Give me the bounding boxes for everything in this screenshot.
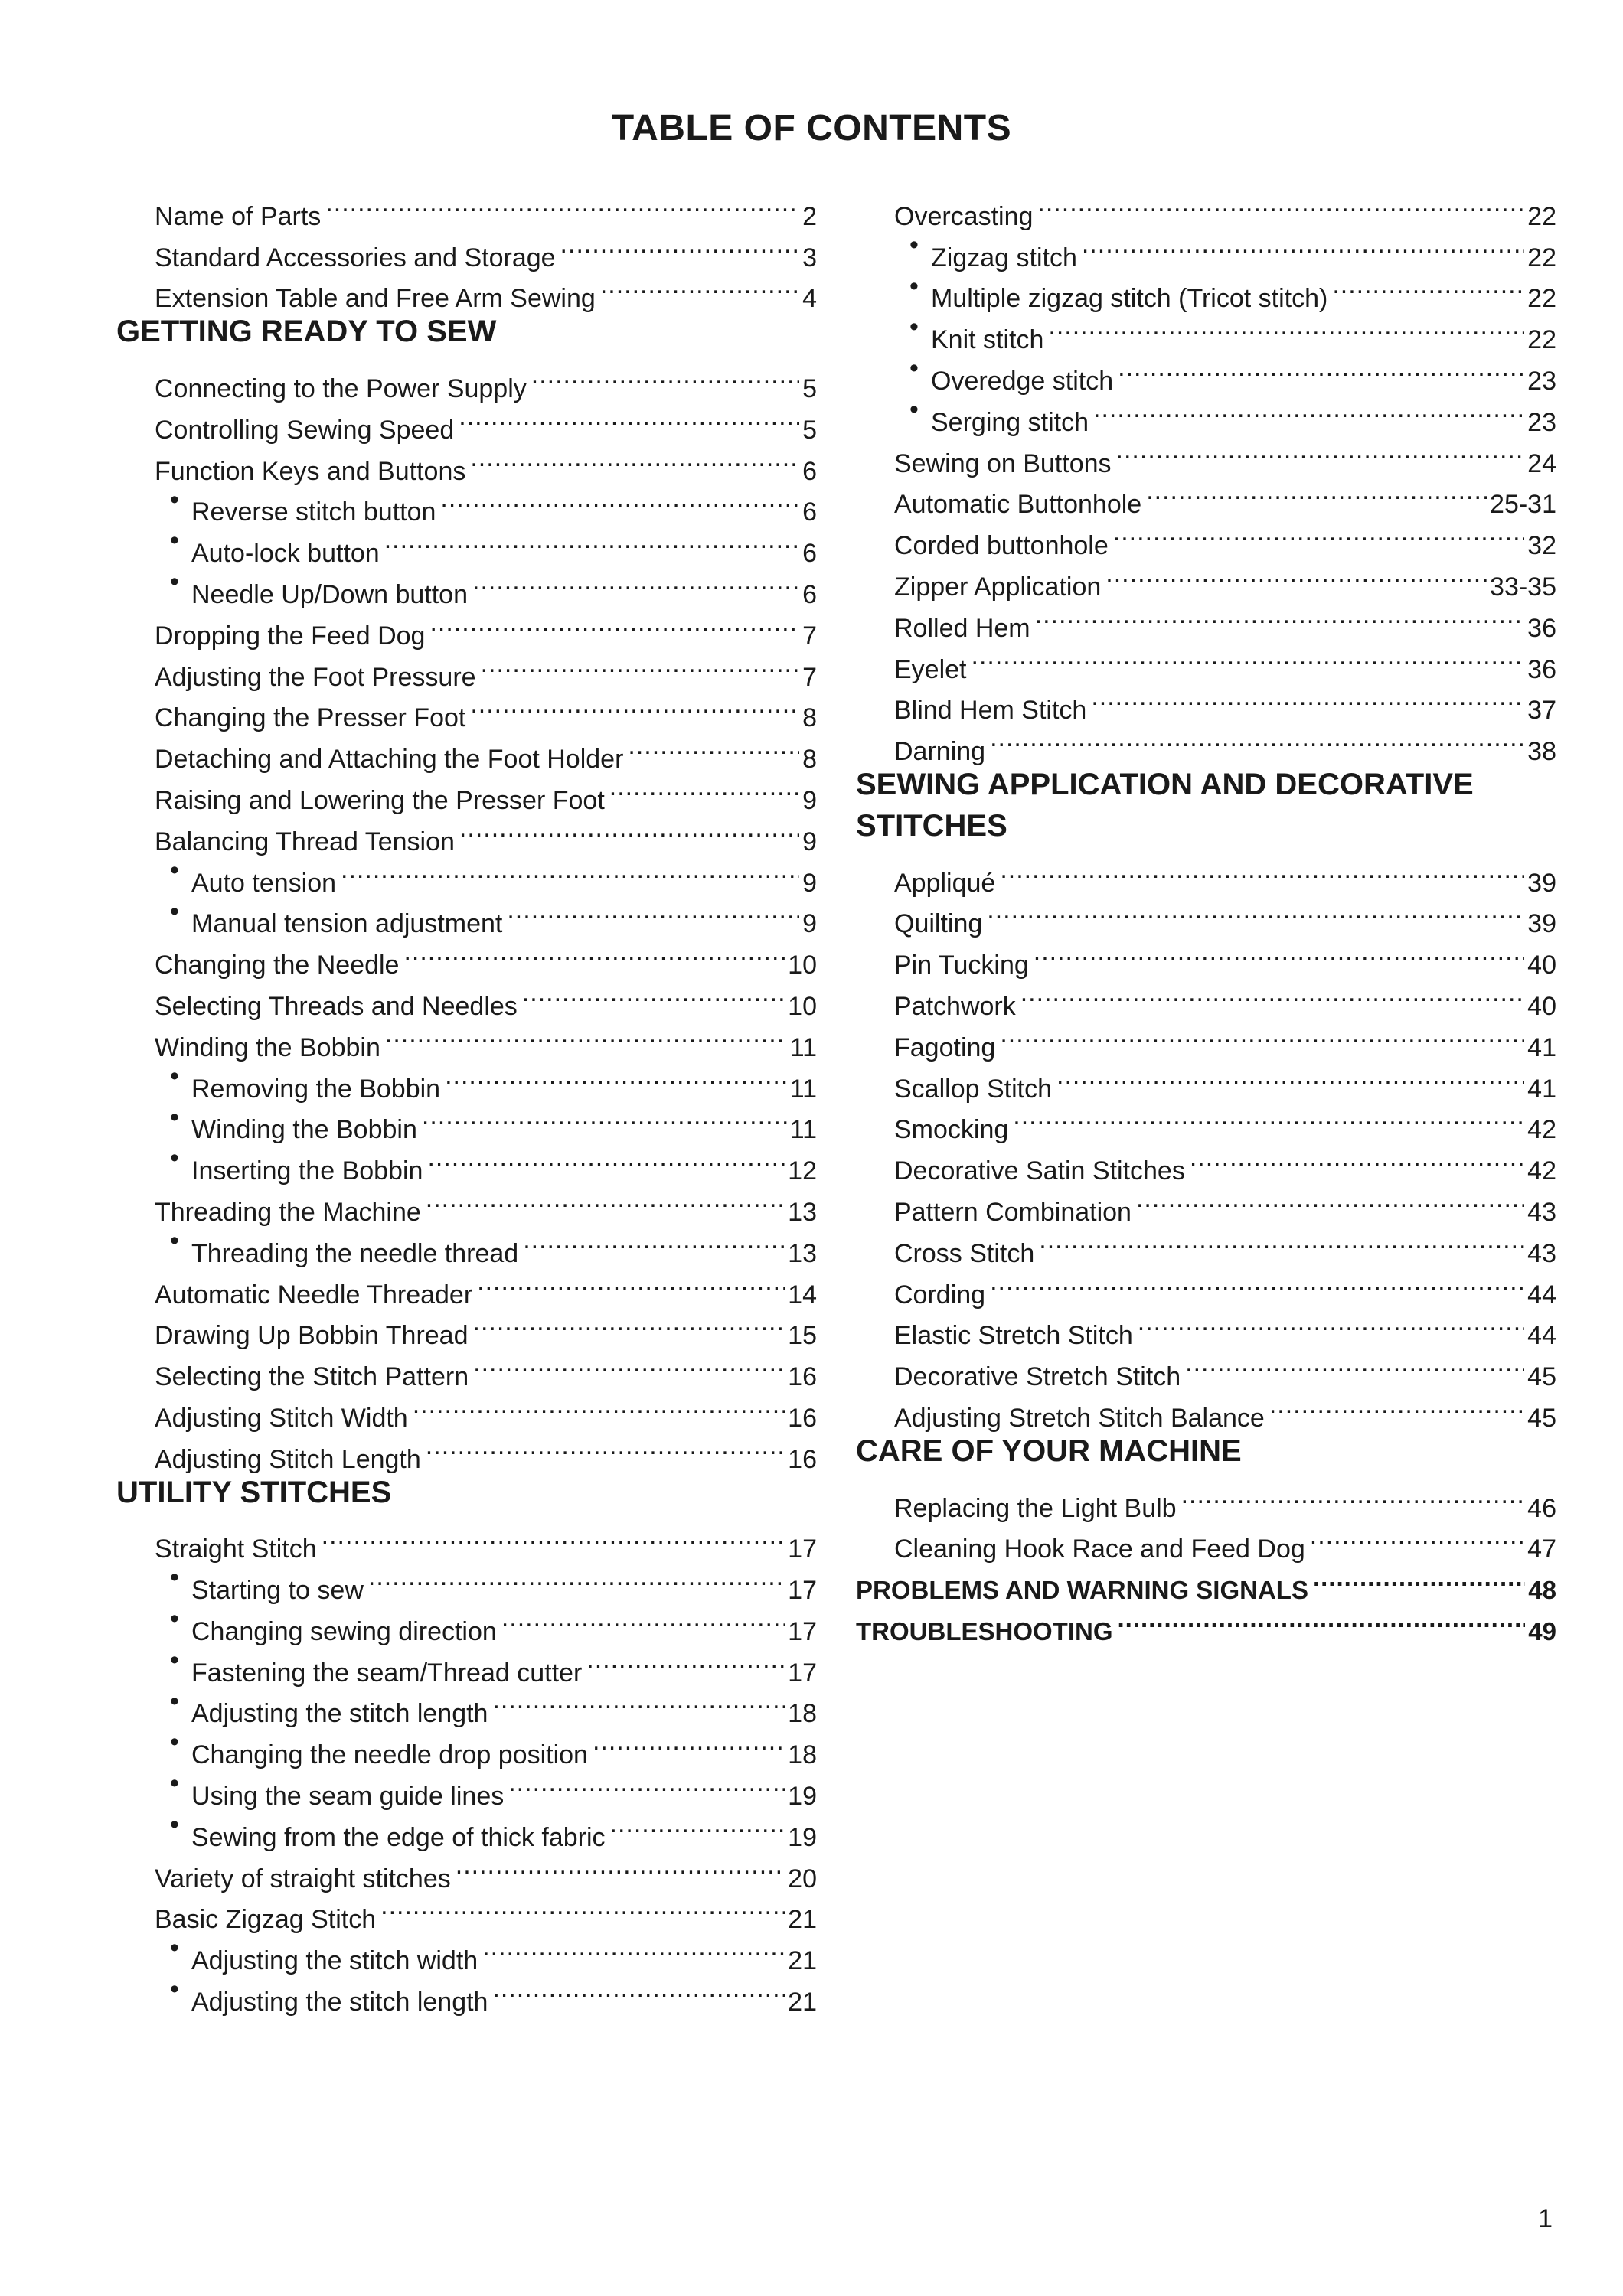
dot-leader [1105, 554, 1487, 595]
toc-entry-page: 42 [1527, 1115, 1556, 1145]
dot-leader [477, 1262, 785, 1303]
toc-entry-label: Pattern Combination [894, 1197, 1132, 1227]
toc-entry-label: • Overedge stitch [931, 366, 1114, 396]
toc-entry-page: 9 [802, 827, 817, 856]
toc-entry-label: Selecting Threads and Needles [155, 991, 518, 1021]
toc-subentry [116, 1722, 817, 1770]
dot-leader [1136, 1179, 1524, 1221]
toc-entry-page: 39 [1527, 868, 1556, 898]
toc-entry-page: 21 [788, 1988, 817, 2017]
toc-entry-label: Function Keys and Buttons [155, 456, 466, 486]
dot-leader [1181, 1476, 1525, 1517]
toc-entry-label: • Manual tension adjustment [191, 909, 503, 939]
dot-leader [501, 1599, 785, 1640]
toc-subentry [116, 1681, 817, 1729]
toc-entry-page: 8 [802, 745, 817, 775]
toc-entry-page: 22 [1527, 201, 1556, 231]
section-heading-getting-ready: GETTING READY TO SEW [116, 315, 497, 349]
toc-entry-page: 24 [1527, 448, 1556, 478]
toc-entry [856, 850, 1556, 898]
toc-entry-page: 5 [802, 415, 817, 445]
dot-leader [523, 1221, 785, 1262]
toc-entry-label: Scallop Stitch [894, 1074, 1052, 1104]
toc-entry-label: Adjusting Stretch Stitch Balance [894, 1403, 1265, 1433]
dot-leader [368, 1557, 785, 1599]
dot-leader [481, 644, 800, 686]
toc-entry-page: 6 [802, 456, 817, 486]
toc-subentry [116, 1969, 817, 2017]
dot-leader [1020, 974, 1524, 1015]
toc-entry-page: 12 [788, 1156, 817, 1186]
toc-entry-page: 15 [788, 1321, 817, 1351]
dot-leader [600, 266, 799, 308]
toc-left-column [116, 184, 817, 2017]
dot-leader [1093, 390, 1524, 431]
dot-leader [1138, 1303, 1524, 1345]
toc-entry-label: • Adjusting the stitch length [191, 1699, 488, 1729]
toc-entry-page: 36 [1527, 654, 1556, 684]
toc-entry-page: 11 [789, 1115, 817, 1145]
dot-leader [341, 850, 799, 892]
page-number: 1 [1538, 2204, 1553, 2233]
toc-entry-page: 3 [802, 243, 817, 272]
toc-entry-page: 10 [788, 991, 817, 1021]
toc-entry-page: 6 [802, 497, 817, 527]
dot-leader [1313, 1557, 1525, 1599]
toc-entry [116, 356, 817, 403]
toc-subentry [116, 1599, 817, 1646]
dot-leader [990, 1262, 1524, 1303]
dot-leader [440, 480, 799, 521]
toc-entry-label: Blind Hem Stitch [894, 696, 1087, 726]
toc-entry-label: Darning [894, 737, 986, 767]
toc-entry-page: 44 [1527, 1280, 1556, 1309]
dot-leader [1190, 1138, 1524, 1179]
toc-entry-label: • Winding the Bobbin [191, 1115, 417, 1145]
toc-entry-page: 14 [788, 1280, 817, 1309]
toc-entry-label: PROBLEMS AND WARNING SIGNALS [856, 1576, 1308, 1605]
dot-leader [1048, 307, 1524, 348]
toc-entry-label: Cording [894, 1280, 986, 1309]
toc-entry [116, 1517, 817, 1564]
toc-subentry [116, 1097, 817, 1145]
dot-leader [473, 1303, 785, 1345]
toc-entry-page: 18 [788, 1699, 817, 1729]
toc-entry-page: 6 [802, 579, 817, 609]
dot-leader [1332, 266, 1524, 308]
intro-entries [116, 184, 817, 314]
toc-entry-page: 13 [788, 1238, 817, 1268]
dot-leader [385, 1015, 787, 1056]
toc-entry-page: 16 [788, 1444, 817, 1474]
toc-entry-label: Quilting [894, 909, 983, 939]
toc-entry-page: 16 [788, 1403, 817, 1433]
toc-subentry [116, 1138, 817, 1186]
toc-entry-label: • Threading the needle thread [191, 1238, 519, 1268]
utility-entries [116, 1517, 817, 2017]
toc-entry-page: 19 [788, 1782, 817, 1812]
dot-leader [990, 719, 1524, 760]
toc-entry-label: Cleaning Hook Race and Feed Dog [894, 1534, 1305, 1564]
toc-entry-label: • Changing sewing direction [191, 1616, 497, 1646]
toc-entry-page: 43 [1527, 1238, 1556, 1268]
dot-leader [422, 1097, 787, 1139]
dot-leader [470, 686, 799, 727]
toc-entry-label: Zipper Application [894, 572, 1102, 602]
dot-leader [610, 1805, 785, 1846]
toc-entry-page: 5 [802, 373, 817, 403]
toc-entry-page: 45 [1527, 1362, 1556, 1392]
toc-subentry [116, 520, 817, 569]
toc-entry-label: Decorative Satin Stitches [894, 1156, 1185, 1186]
toc-entry-label: Straight Stitch [155, 1534, 317, 1564]
dot-leader [1082, 225, 1524, 266]
toc-entry-page: 40 [1527, 951, 1556, 980]
toc-entry-label: Detaching and Attaching the Foot Holder [155, 745, 624, 775]
toc-entry-page: 21 [788, 1905, 817, 1935]
toc-entry-label: Cross Stitch [894, 1238, 1035, 1268]
toc-entry-page: 4 [802, 284, 817, 314]
toc-subentry [116, 1928, 817, 1976]
toc-entry-page: 41 [1527, 1032, 1556, 1062]
toc-subentry [116, 1056, 817, 1104]
toc-entry-page: 23 [1527, 366, 1556, 396]
dot-leader [470, 439, 799, 480]
toc-entry-label: Patchwork [894, 991, 1016, 1021]
dot-leader [325, 184, 799, 225]
toc-entry-label: Controlling Sewing Speed [155, 415, 455, 445]
toc-entry-label: Elastic Stretch Stitch [894, 1321, 1133, 1351]
toc-subentry [856, 348, 1556, 396]
toc-entry-page: 17 [788, 1658, 817, 1688]
toc-entry-page: 36 [1527, 613, 1556, 643]
toc-entry-page: 41 [1527, 1074, 1556, 1104]
dot-leader [459, 397, 799, 439]
dot-leader [492, 1969, 785, 2011]
toc-entry-page: 10 [788, 951, 817, 980]
toc-entry-page: 47 [1527, 1534, 1556, 1564]
toc-entry-label: • Sewing from the edge of thick fabric [191, 1822, 606, 1852]
overcasting-entries [856, 184, 1556, 767]
toc-right-column [856, 184, 1556, 1645]
dot-leader [1118, 1599, 1526, 1640]
dot-leader [459, 809, 799, 850]
toc-subentry [116, 892, 817, 939]
toc-entry-label: Appliqué [894, 868, 996, 898]
toc-entry-label: Replacing the Light Bulb [894, 1493, 1177, 1523]
toc-entry-page: 45 [1527, 1403, 1556, 1433]
toc-entry-label: Changing the Needle [155, 951, 400, 980]
toc-entry-label: Variety of straight stitches [155, 1864, 451, 1893]
toc-entry-page: 32 [1527, 531, 1556, 561]
dot-leader [482, 1928, 785, 1969]
toc-entry-label: Smocking [894, 1115, 1009, 1145]
toc-entry-page: 6 [802, 539, 817, 569]
dot-leader [445, 1056, 787, 1097]
toc-subentry [116, 480, 817, 527]
toc-entry-page: 13 [788, 1197, 817, 1227]
toc-entry-label: Eyelet [894, 654, 967, 684]
toc-entry-label: Fagoting [894, 1032, 996, 1062]
toc-entry-label: Standard Accessories and Storage [155, 243, 556, 272]
dot-leader [456, 1846, 785, 1887]
toc-entry-label: • Zigzag stitch [931, 243, 1077, 272]
toc-subentry [856, 266, 1556, 314]
dot-leader [426, 1179, 785, 1221]
section-heading-decorative-line1: SEWING APPLICATION AND DECORATIVE [856, 768, 1474, 802]
toc-entry-label: Corded buttonhole [894, 531, 1109, 561]
toc-entry-label: Automatic Needle Threader [155, 1280, 473, 1309]
dot-leader [1091, 678, 1524, 719]
toc-subentry [116, 1557, 817, 1606]
dot-leader [1269, 1385, 1524, 1427]
toc-entry-label: • Changing the needle drop position [191, 1740, 588, 1770]
dot-leader [972, 637, 1525, 678]
dot-leader [384, 520, 799, 562]
dot-leader [522, 974, 785, 1015]
dot-leader [492, 1681, 785, 1723]
toc-entry-label: Threading the Machine [155, 1197, 421, 1227]
toc-subentry [116, 1763, 817, 1812]
dot-leader [1116, 431, 1525, 472]
toc-entry-label: • Knit stitch [931, 325, 1044, 355]
dot-leader [1310, 1517, 1524, 1558]
dot-leader [413, 1385, 785, 1427]
dot-leader [1000, 1015, 1524, 1056]
toc-entry-label: • Auto tension [191, 868, 337, 898]
toc-entry-label: Adjusting Stitch Length [155, 1444, 421, 1474]
dot-leader [1039, 1221, 1524, 1262]
dot-leader [987, 892, 1524, 933]
dot-leader [628, 726, 799, 768]
toc-subentry [116, 1640, 817, 1688]
toc-entry-label: Overcasting [894, 201, 1034, 231]
toc-entry-label: • Using the seam guide lines [191, 1782, 505, 1812]
toc-entry-page: 37 [1527, 696, 1556, 726]
toc-entry-page: 17 [788, 1534, 817, 1564]
dot-leader [322, 1517, 785, 1558]
toc-entry-page: 46 [1527, 1493, 1556, 1523]
toc-entry-page: 42 [1527, 1156, 1556, 1186]
dot-leader [1035, 595, 1525, 637]
toc-entry-label: Automatic Buttonhole [894, 490, 1142, 520]
toc-entry-label: Sewing on Buttons [894, 448, 1112, 478]
toc-entry-label: • Starting to sew [191, 1576, 364, 1606]
toc-entry-page: 9 [802, 909, 817, 939]
toc-entry-page: 7 [802, 662, 817, 692]
toc-subentry [116, 1221, 817, 1268]
page-title: TABLE OF CONTENTS [611, 108, 1012, 148]
dot-leader [1118, 348, 1524, 390]
toc-entry-page: 44 [1527, 1321, 1556, 1351]
toc-entry-label: Rolled Hem [894, 613, 1030, 643]
toc-entry-label: • Removing the Bobbin [191, 1074, 441, 1104]
toc-entry-label: Adjusting Stitch Width [155, 1403, 408, 1433]
toc-entry-page: 25-31 [1490, 490, 1556, 520]
section-heading-decorative [856, 765, 1556, 847]
toc-entry-page: 7 [802, 621, 817, 651]
dot-leader [531, 356, 799, 397]
section-heading-care: CARE OF YOUR MACHINE [856, 1433, 1242, 1468]
toc-entry-page: 17 [788, 1616, 817, 1646]
toc-entry-label: • Multiple zigzag stitch (Tricot stitch) [931, 284, 1328, 314]
section-heading-utility: UTILITY STITCHES [116, 1475, 392, 1509]
decorative-entries [856, 850, 1556, 1433]
toc-entry-page: 22 [1527, 284, 1556, 314]
dot-leader [593, 1722, 785, 1763]
toc-entry-label: Selecting the Stitch Pattern [155, 1362, 469, 1392]
dot-leader [1037, 184, 1524, 225]
toc-entry-page: 33-35 [1490, 572, 1556, 602]
toc-entry-label: TROUBLESHOOTING [856, 1616, 1113, 1645]
toc-entry-label: Adjusting the Foot Pressure [155, 662, 476, 692]
toc-entry-page: 9 [802, 785, 817, 815]
dot-leader [1000, 850, 1524, 892]
dot-leader [1056, 1056, 1524, 1097]
toc-entry-page: 38 [1527, 737, 1556, 767]
toc-entry [856, 184, 1556, 231]
toc-entry-label: Drawing Up Bobbin Thread [155, 1321, 469, 1351]
toc-entry-page: 11 [789, 1032, 817, 1062]
dot-leader [508, 1763, 785, 1805]
dot-leader [1185, 1344, 1524, 1385]
dot-leader [609, 768, 799, 809]
dot-leader [1013, 1097, 1524, 1139]
toc-entry-label: • Fastening the seam/Thread cutter [191, 1658, 583, 1688]
dot-leader [586, 1640, 785, 1681]
toc-entry-page: 11 [789, 1074, 817, 1104]
dot-leader [1146, 472, 1487, 514]
dot-leader [1034, 932, 1524, 974]
toc-entry-page: 16 [788, 1362, 817, 1392]
toc-entry-label: • Serging stitch [931, 407, 1089, 437]
getting-ready-entries [116, 356, 817, 1474]
toc-entry-label: Changing the Presser Foot [155, 703, 466, 733]
toc-entry-page: 48 [1528, 1576, 1556, 1605]
care-entries [856, 1476, 1556, 1564]
dot-leader [426, 1427, 785, 1468]
dot-leader [472, 562, 799, 603]
toc-entry-label: • Adjusting the stitch length [191, 1988, 488, 2017]
toc-entry-page: 18 [788, 1740, 817, 1770]
toc-entry-label: Pin Tucking [894, 951, 1029, 980]
toc-entry-page: 8 [802, 703, 817, 733]
toc-entry-page: 19 [788, 1822, 817, 1852]
dot-leader [473, 1344, 785, 1385]
section-heading-decorative-line2: STITCHES [856, 808, 1007, 843]
toc-entry-label: Dropping the Feed Dog [155, 621, 426, 651]
toc-entry-label: Raising and Lowering the Presser Foot [155, 785, 605, 815]
toc-entry-page: 39 [1527, 909, 1556, 939]
toc-entry-label: Connecting to the Power Supply [155, 373, 527, 403]
toc-entry-label: Name of Parts [155, 201, 322, 231]
toc-subentry [856, 307, 1556, 355]
toc-subentry [856, 390, 1556, 437]
toc-subentry [116, 562, 817, 609]
dot-leader [507, 892, 799, 933]
toc-entry-label: Decorative Stretch Stitch [894, 1362, 1181, 1392]
toc-subentry [116, 850, 817, 898]
dot-leader [380, 1887, 785, 1929]
toc-entry-label: Balancing Thread Tension [155, 827, 455, 856]
toc-subentry [856, 225, 1556, 272]
toc-entry-page: 9 [802, 868, 817, 898]
toc-entry-page: 20 [788, 1864, 817, 1893]
toc-entry-label: • Adjusting the stitch width [191, 1946, 478, 1976]
toc-entry-page: 23 [1527, 407, 1556, 437]
dot-leader [429, 603, 799, 644]
standalone-entries [856, 1557, 1556, 1645]
toc-entry-page: 40 [1527, 991, 1556, 1021]
dot-leader [1113, 513, 1524, 554]
toc-entry-label: Winding the Bobbin [155, 1032, 380, 1062]
toc-entry-page: 22 [1527, 325, 1556, 355]
toc-entry-label: • Reverse stitch button [191, 497, 436, 527]
toc-subentry [116, 1805, 817, 1852]
toc-entry-page: 21 [788, 1946, 817, 1976]
toc-entry-label: • Inserting the Bobbin [191, 1156, 423, 1186]
dot-leader [403, 932, 785, 974]
toc-entry [856, 1476, 1556, 1523]
toc-entry-page: 2 [802, 201, 817, 231]
toc-entry-page: 17 [788, 1576, 817, 1606]
dot-leader [560, 225, 800, 266]
toc-entry [116, 184, 817, 231]
toc-entry-page: 43 [1527, 1197, 1556, 1227]
toc-entry-label: Extension Table and Free Arm Sewing [155, 284, 596, 314]
toc-entry-label: • Needle Up/Down button [191, 579, 469, 609]
toc-entry-page: 22 [1527, 243, 1556, 272]
toc-entry-page: 49 [1528, 1616, 1556, 1645]
toc-entry-label: • Auto-lock button [191, 539, 380, 569]
toc-entry-label: Basic Zigzag Stitch [155, 1905, 377, 1935]
dot-leader [427, 1138, 785, 1179]
